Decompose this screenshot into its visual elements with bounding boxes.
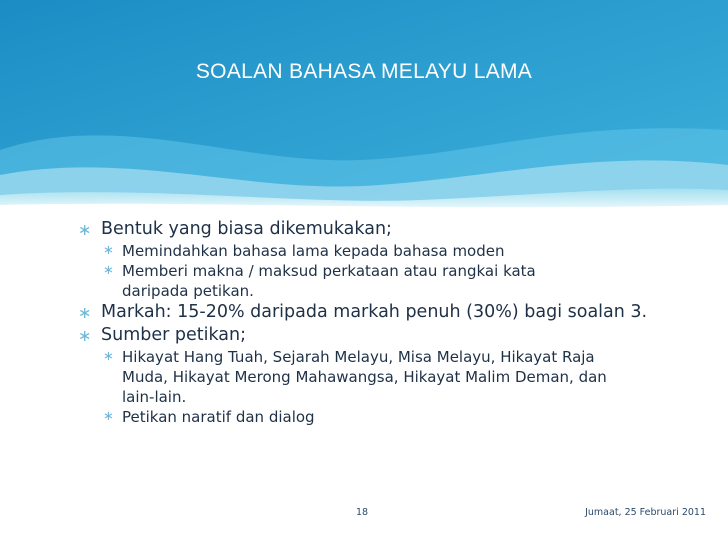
header-banner [0,0,728,215]
bullet-asterisk-icon: ∗ [103,409,114,424]
bullet-text: Bentuk yang biasa dikemukakan; [101,219,392,239]
sub-bullet-text: Memberi makna / maksud perkataan atau rangkai kata daripada petikan. [122,262,536,300]
bullet-item [78,218,698,241]
sub-bullet-item [78,241,698,261]
bullet-asterisk-icon: ∗ [103,243,114,258]
bullet-asterisk-icon: ∗ [78,303,92,322]
sub-bullet-text: Hikayat Hang Tuah, Sejarah Melayu, Misa Melayu, Hikayat Raja Muda, Hikayat Merong Mahawangsa, Hikayat Malim Deman, dan lain-lain. [122,348,607,406]
page-number: 18 [356,507,369,518]
slide-title: SOALAN BAHASA MELAYU LAMA [195,60,533,83]
bullet-item [78,301,698,324]
bullet-asterisk-icon: ∗ [78,220,92,239]
bullet-asterisk-icon: ∗ [103,349,114,364]
sub-bullet-item [78,261,592,301]
bullet-text: Sumber petikan; [101,325,247,345]
slide-date: Jumaat, 25 Februari 2011 [585,507,706,518]
bullet-asterisk-icon: ∗ [78,326,92,345]
sub-bullet-text: Petikan naratif dan dialog [122,408,315,426]
wave-background [0,0,728,215]
bullet-item [78,324,698,347]
sub-bullet-text: Memindahkan bahasa lama kepada bahasa moden [122,242,505,260]
sub-bullet-item [78,407,698,427]
sub-bullet-item [78,347,622,407]
bullet-text: Markah: 15-20% daripada markah penuh (30%) bagi soalan 3. [101,302,648,322]
slide-content [78,218,698,427]
bullet-asterisk-icon: ∗ [103,263,114,278]
